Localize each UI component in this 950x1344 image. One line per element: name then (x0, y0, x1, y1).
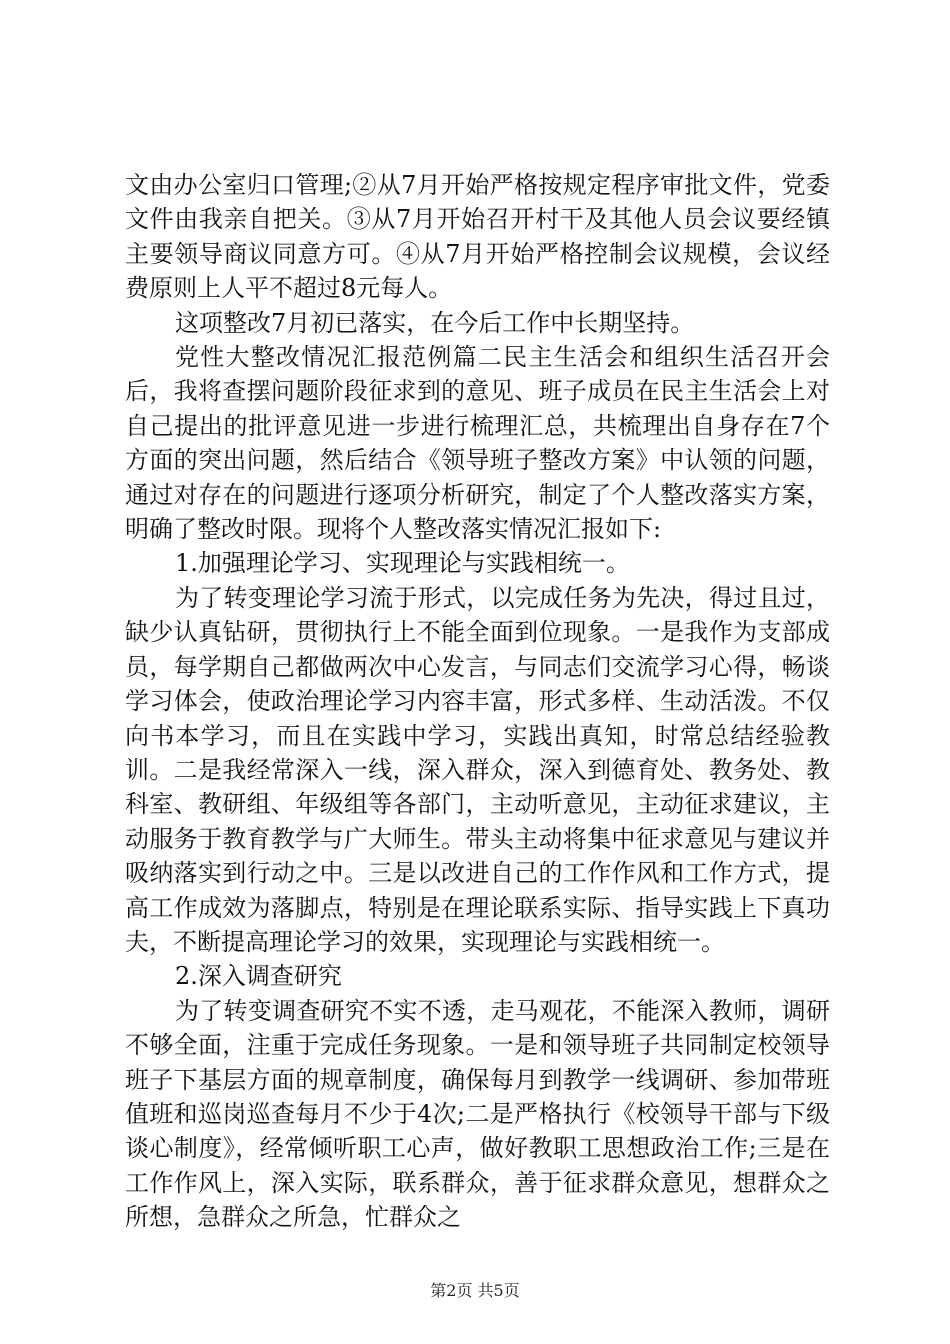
page-footer: 第2页 共5页 (430, 1281, 520, 1300)
paragraph-5: 为了转变调查研究不实不透，走马观花，不能深入教师，调研不够全面，注重于完成任务现象。一是和领导班子共同制定校领导班子下基层方面的规章制度，确保每月到教学一线调研、参加带班值班和巡岗巡查每月不少于4次;二是严格执行《校领导干部与下级谈心制度》，经常倾听职工心声，做好教职工思想政治工作;三是在工作作风上，深入实际，联系群众，善于征求群众意见，想群众之所想，急群众之所急，忙群众之 (125, 996, 830, 1232)
section-heading-2: 2.深入调查研究 (175, 962, 342, 991)
document-body (125, 168, 830, 1235)
paragraph-1: 文由办公室归口管理;②从7月开始严格按规定程序审批文件，党委文件由我亲自把关。③从7月开始召开村干及其他人员会议要经镇主要领导商议同意方可。④从7月开始严格控制会议规模，会议经费原则上人平不超过8元每人。 (125, 171, 830, 303)
paragraph-2: 这项整改7月初已落实，在今后工作中长期坚持。 (175, 308, 695, 337)
paragraph-4: 为了转变理论学习流于形式，以完成任务为先决，得过且过，缺少认真钻研，贯彻执行上不能全面到位现象。一是我作为支部成员，每学期自己都做两次中心发言，与同志们交流学习心得，畅谈学习体会，使政治理论学习内容丰富，形式多样、生动活泼。不仅向书本学习，而且在实践中学习，实践出真知，时常总结经验教训。二是我经常深入一线，深入群众，深入到德育处、教务处、教科室、教研组、年级组等各部门，主动听意见，主动征求建议，主动服务于教育教学与广大师生。带头主动将集中征求意见与建议并吸纳落实到行动之中。三是以改进自己的工作作风和工作方式，提高工作成效为落脚点，特别是在理论联系实际、指导实践上下真功夫，不断提高理论学习的效果，实现理论与实践相统一。 (125, 583, 830, 956)
section-heading-1: 1.加强理论学习、实现理论与实践相统一。 (175, 549, 630, 578)
paragraph-3: 党性大整改情况汇报范例篇二民主生活会和组织生活召开会后，我将查摆问题阶段征求到的意见、班子成员在民主生活会上对自己提出的批评意见进一步进行梳理汇总，共梳理出自身存在7个方面的突出问题，然后结合《领导班子整改方案》中认领的问题，通过对存在的问题进行逐项分析研究，制定了个人整改落实方案，明确了整改时限。现将个人整改落实情况汇报如下: (125, 343, 830, 544)
